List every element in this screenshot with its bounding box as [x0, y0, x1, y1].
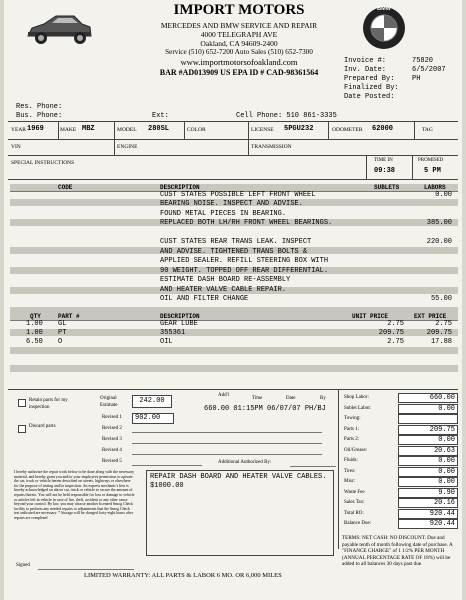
business-phones: Service (510) 652-7200 Auto Sales (510) 652-7300	[165, 48, 313, 56]
year-label: YEAR	[11, 127, 26, 133]
total-value: 9.90	[398, 488, 458, 498]
license-value: 5PGU232	[284, 125, 314, 133]
labor-line: APPLIED SEALER. REFILL STEERING BOX WITH	[160, 257, 329, 265]
revised-3-label: Revised 3	[102, 437, 122, 442]
transmission-label: TRANSMISSION	[251, 144, 292, 150]
total-value: 920.44	[398, 509, 458, 519]
total-label: Sales Tax:	[344, 500, 365, 505]
time-label: Time	[252, 396, 263, 401]
year-value: 1969	[27, 125, 44, 133]
addl-label: Add'l	[218, 393, 229, 398]
original-label: Original	[100, 396, 117, 401]
total-value: 660.00	[398, 393, 458, 403]
odometer-value: 62000	[372, 125, 394, 133]
part-unit-price: 209.75	[378, 329, 404, 337]
addl-entry: 660.00 01:15PM 06/07/07 PH/BJ	[204, 405, 326, 413]
labor-line: OIL AND FILTER CHANGE	[160, 295, 249, 303]
part-ext-price: 2.75	[435, 320, 452, 328]
license-label: LICENSE	[251, 127, 274, 133]
total-label: Fluids:	[344, 458, 358, 463]
total-value: 209.75	[398, 425, 458, 435]
total-value: 0.00	[398, 467, 458, 477]
prepared-by-label: Prepared By:	[344, 75, 395, 83]
invoice-info	[344, 57, 459, 102]
model-value: 280SL	[148, 125, 170, 133]
bmw-logo-icon	[362, 6, 406, 50]
part-description: GEAR LUBE	[160, 320, 198, 328]
tag-label: TAG	[422, 127, 433, 133]
revised-2-label: Revised 2	[102, 426, 122, 431]
revised-1-value: 902.00	[132, 413, 174, 424]
labor-line: CUST STATES POSSIBLE LEFT FRONT WHEEL	[160, 191, 316, 199]
business-website: www.importmotorsofoakland.com	[180, 57, 298, 67]
part-unit-price: 2.75	[387, 320, 404, 328]
revised-4-label: Revised 4	[102, 448, 122, 453]
original-estimate-value: 242.00	[132, 395, 172, 408]
business-address: 4000 TELEGRAPH AVE	[200, 30, 278, 39]
authorization-text: I hereby authorize the repair work below to be done along with the necessary material, and hereby grant you and/or your employees permission to operate the car, truck or vehicle herein described on streets, highways or elsewhere for the purpose of testing and/or inspection. An express mechanic's lien is hereby acknowledged on above car, truck or vehicle to secure the amount of repairs thereto. You will not be held responsible for loss or damage to vehicle or articles left in vehicle in case of fire, theft, accident or any other cause beyond your control. By law, you may choose another licensed Smog Check facility to perform any needed repairs or adjustments that the Smog Check test indicated are necessary. * Storage will be charged forty-eight hours after repairs are completed	[14, 470, 135, 520]
total-label: Balance Due:	[344, 521, 372, 526]
invoice-page	[4, 0, 462, 600]
total-label: Misc:	[344, 479, 356, 484]
total-value: 20.63	[398, 446, 458, 456]
part-ext-price: 209.75	[426, 329, 452, 337]
retain-parts-label: Retain parts for my inspection	[29, 398, 68, 410]
part-qty: 1.00	[26, 329, 43, 337]
total-value: 0.00	[398, 404, 458, 414]
vin-label: VIN	[11, 144, 21, 150]
labor-amount: 385.00	[426, 219, 452, 227]
total-value: 20.16	[398, 498, 458, 508]
part-unit-price: 2.75	[387, 338, 404, 346]
labor-amount: 55.00	[430, 295, 452, 303]
labor-amount: 0.00	[435, 191, 452, 199]
business-name: IMPORT MOTORS	[173, 2, 305, 18]
promised-label: PROMISED	[418, 158, 444, 163]
part-qty: 1.00	[26, 320, 43, 328]
color-label: COLOR	[187, 127, 206, 133]
retain-parts-checkbox[interactable]	[18, 399, 26, 407]
total-label: Parts 1:	[344, 426, 360, 432]
invoice-date-label: Inv. Date:	[344, 66, 387, 74]
notes-text: REPAIR DASH BOARD AND HEATER VALVE CABLES. $1000.00	[150, 473, 327, 490]
total-label: Towing:	[344, 416, 361, 421]
revised-1-label: Revised 1	[102, 415, 122, 420]
signed-label: Signed	[16, 563, 30, 568]
date-label: Date	[286, 396, 296, 401]
date-posted-label: Date Posted:	[344, 93, 395, 101]
total-value: 920.44	[398, 519, 458, 529]
prepared-by-value: PH	[412, 75, 421, 83]
labor-header-code: CODE	[58, 184, 73, 191]
total-label: Total RO:	[344, 510, 364, 516]
discard-parts-label: Discard parts	[29, 424, 56, 429]
res-phone-label: Res. Phone:	[16, 103, 63, 111]
time-in-label: TIME IN	[374, 158, 393, 163]
parts-header-ext-price: EXT PRICE	[414, 313, 447, 320]
labor-header-sublets: SUBLETS	[374, 184, 400, 191]
part-number: GL	[58, 320, 67, 328]
time-in-value: 09:38	[374, 167, 396, 175]
total-value: 0.00	[398, 477, 458, 487]
terms-text: TERMS: NET CASH: NO DISCOUNT. Due and payable tenth of month following date of purchase. A "FINANCE CHARGE" of 1 1/2% PER MONTH (ANNUAL PERCENTAGE RATE OF 18%) will be added to all balances 30 days past due.	[342, 535, 453, 568]
bmw-logo-text: BMW	[377, 6, 391, 12]
divider	[8, 155, 458, 156]
divider	[8, 139, 458, 140]
odometer-label: ODOMETER	[332, 127, 363, 133]
part-number: PT	[58, 329, 67, 337]
engine-label: ENGINE	[117, 144, 138, 150]
parts-header-description: DESCRIPTION	[160, 313, 200, 320]
parts-header-qty: QTY	[30, 313, 41, 320]
by-label: By	[320, 396, 326, 401]
total-label: Sublet Labor:	[344, 405, 372, 411]
labor-line: AND ADVISE. TIGHTENED TRANS BOLTS &	[160, 248, 308, 256]
model-label: MODEL	[117, 127, 137, 133]
labor-line: ESTIMATE DASH BOARD RE-ASSEMBLY	[160, 276, 291, 284]
make-label: MAKE	[60, 127, 77, 133]
total-value	[398, 414, 458, 424]
labor-line: 90 WEIGHT. TOPPED OFF REAR DIFFERENTIAL.	[160, 267, 329, 275]
business-ids: BAR #AD013909 US EPA ID # CAD-98361564	[159, 68, 319, 77]
estimate-label: Estimate	[100, 403, 118, 408]
labor-line: AND HEATER VALVE CABLE REPAIR.	[160, 286, 287, 294]
total-label: Waste Fee	[344, 489, 365, 495]
revised-5-label: Revised 5	[102, 459, 122, 464]
promised-value: 5 PM	[424, 167, 441, 175]
totals-panel	[342, 393, 458, 530]
labor-amount: 220.00	[426, 238, 452, 246]
business-tagline: MERCEDES AND BMW SERVICE AND REPAIR	[160, 21, 318, 30]
labor-header-description: DESCRIPTION	[160, 184, 200, 191]
part-qty: 6.50	[26, 338, 43, 346]
invoice-number-label: Invoice #:	[344, 57, 387, 65]
business-city: Oakland, CA 94609-2400	[200, 39, 278, 48]
special-instructions-label: SPECIAL INSTRUCTIONS	[11, 160, 75, 166]
labor-line: REPLACED BOTH LH/RH FRONT WHEEL BEARINGS.	[160, 219, 333, 227]
total-label: Shop Labor:	[344, 395, 369, 400]
finalized-by-label: Finalized By:	[344, 84, 399, 92]
parts-header-unit-price: UNIT PRICE	[352, 313, 389, 320]
labor-line: BEARING NOISE. INSPECT AND ADVISE.	[160, 200, 303, 208]
discard-parts-checkbox[interactable]	[18, 425, 26, 433]
additional-authorized-label: Additional Authorized By:	[218, 460, 272, 465]
invoice-date-value: 6/5/2007	[412, 66, 446, 74]
total-value: 0.00	[398, 435, 458, 445]
make-value: MBZ	[82, 125, 95, 133]
labor-line: CUST STATES REAR TRANS LEAK. INSPECT	[160, 238, 312, 246]
ext-label: Ext:	[152, 112, 169, 120]
cell-phone: Cell Phone: 510 861-3335	[236, 112, 337, 120]
parts-header-part: PART #	[58, 313, 80, 320]
total-label: Oil/Grease:	[344, 447, 368, 453]
warranty-text: LIMITED WARRANTY: ALL PARTS & LABOR 6 MO. OR 6,000 MILES	[84, 572, 282, 579]
part-description: 355361	[160, 329, 186, 337]
divider	[8, 121, 458, 122]
labor-line: FOUND METAL PIECES IN BEARING.	[160, 210, 287, 218]
total-label: Parts 2:	[344, 437, 360, 442]
part-number: O	[58, 338, 63, 346]
bus-phone-label: Bus. Phone:	[16, 112, 63, 120]
total-value: 0.00	[398, 456, 458, 466]
total-label: Tires:	[344, 468, 356, 474]
invoice-number-value: 75820	[412, 57, 434, 65]
car-icon	[24, 10, 94, 48]
part-ext-price: 17.88	[430, 338, 452, 346]
part-description: OIL	[160, 338, 173, 346]
labor-header-labors: LABORS	[424, 184, 446, 191]
